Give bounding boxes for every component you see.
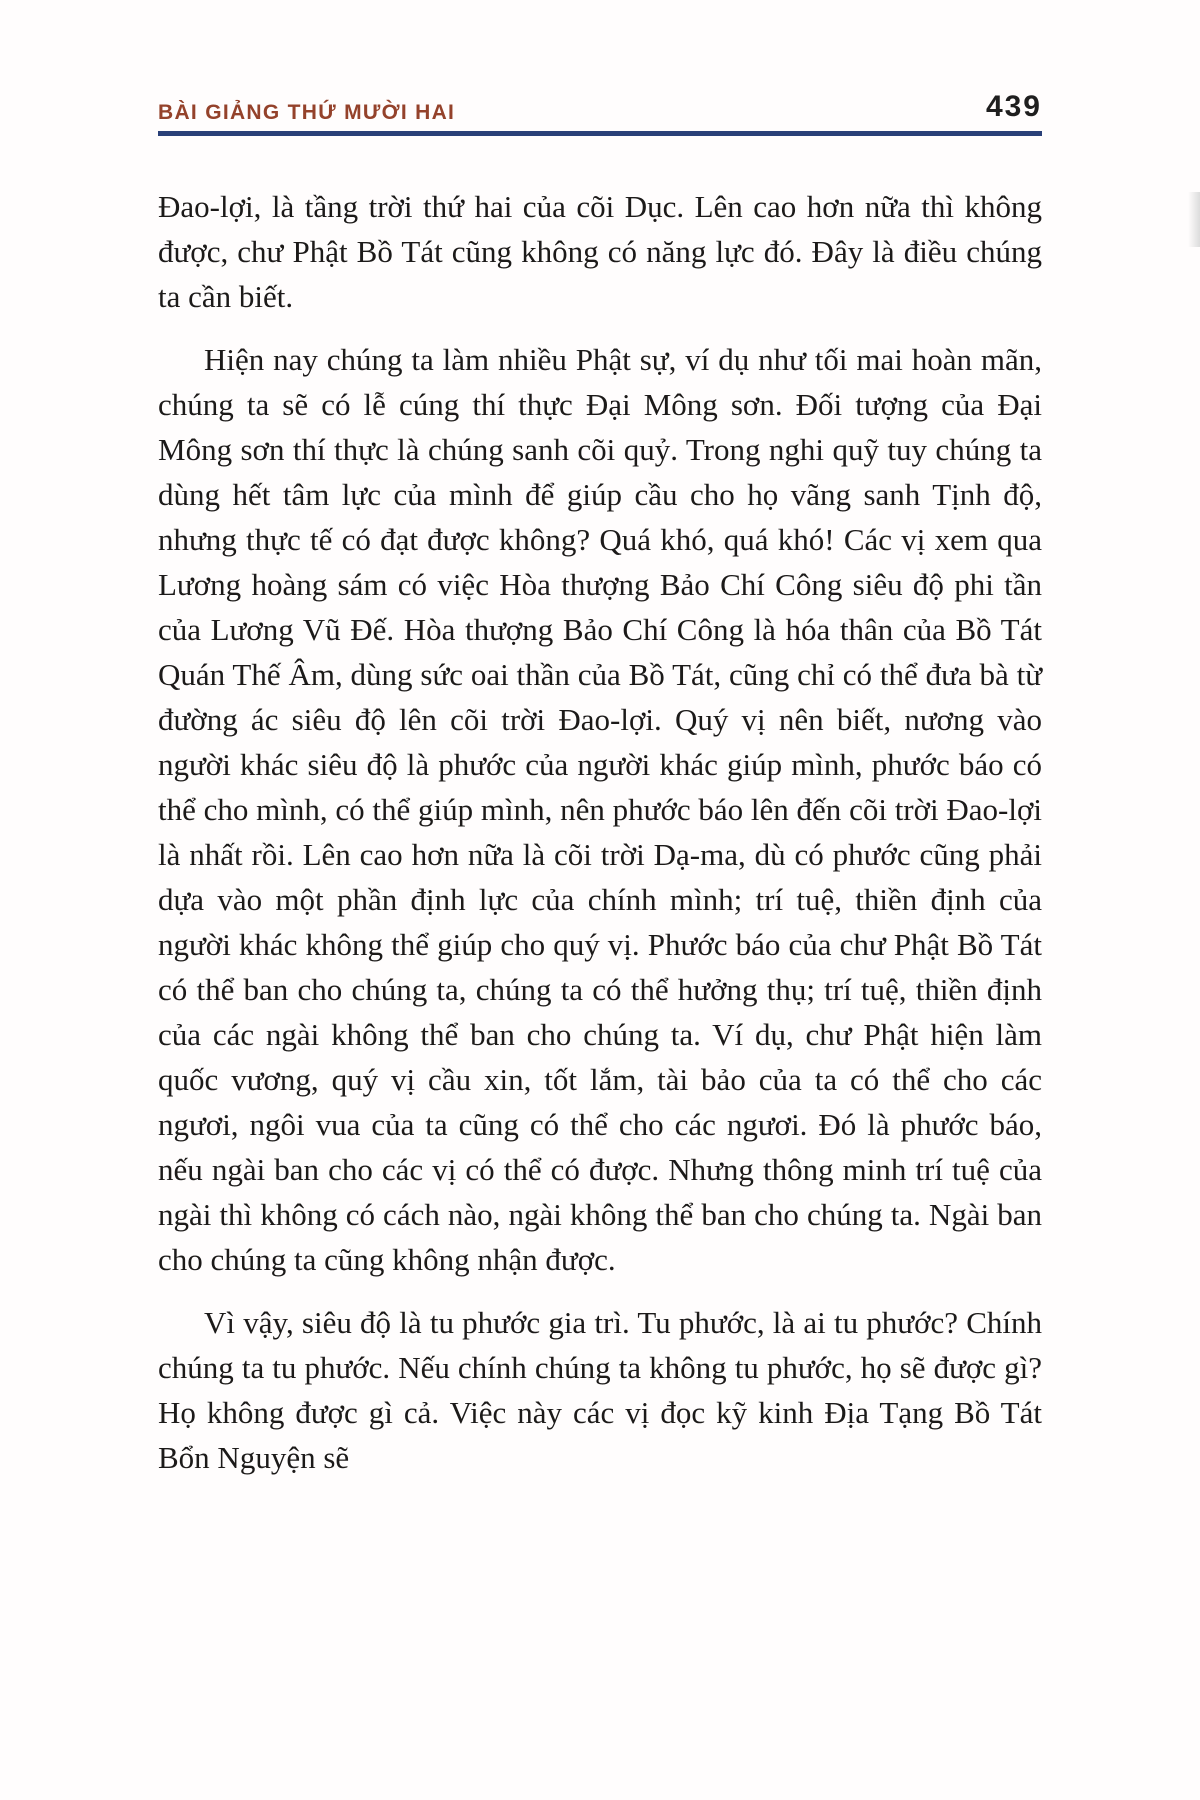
scan-edge-artifact [1188, 192, 1200, 247]
paragraph: Hiện nay chúng ta làm nhiều Phật sự, ví dụ như tối mai hoàn mãn, chúng ta sẽ có lễ cúng thí thực Đại Mông sơn. Đối tượng của Đại Mông sơn thí thực là chúng sanh cõi quỷ. Trong nghi quỹ tuy chúng ta dùng hết tâm lực của mình để giúp cầu cho họ vãng sanh Tịnh độ, nhưng thực tế có đạt được không? Quá khó, quá khó! Các vị xem qua Lương hoàng sám có việc Hòa thượng Bảo Chí Công siêu độ phi tần của Lương Vũ Đế. Hòa thượng Bảo Chí Công là hóa thân của Bồ Tát Quán Thế Âm, dùng sức oai thần của Bồ Tát, cũng chỉ có thể đưa bà từ đường ác siêu độ lên cõi trời Đao-lợi. Quý vị nên biết, nương vào người khác siêu độ là phước của người khác giúp mình, phước báo có thể cho mình, có thể giúp mình, nên phước báo lên đến cõi trời Đao-lợi là nhất rồi. Lên cao hơn nữa là cõi trời Dạ-ma, dù có phước cũng phải dựa vào một phần định lực của chính mình; trí tuệ, thiền định của người khác không thể giúp cho quý vị. Phước báo của chư Phật Bồ Tát có thể ban cho chúng ta, chúng ta có thể hưởng thụ; trí tuệ, thiền định của các ngài không thể ban cho chúng ta. Ví dụ, chư Phật hiện làm quốc vương, quý vị cầu xin, tốt lắm, tài bảo của ta có thể cho các ngươi, ngôi vua của ta cũng có thể cho các ngươi. Đó là phước báo, nếu ngài ban cho các vị có thể có được. Nhưng thông minh trí tuệ của ngài thì không có cách nào, ngài không thể ban cho chúng ta. Ngài ban cho chúng ta cũng không nhận được. [158, 342, 1042, 1277]
running-header-chapter-title: BÀI GIẢNG THỨ MƯỜI HAI [158, 101, 456, 124]
paragraph: Vì vậy, siêu độ là tu phước gia trì. Tu phước, là ai tu phước? Chính chúng ta tu phước. Nếu chính chúng ta không tu phước, họ sẽ được gì? Họ không được gì cả. Việc này các vị đọc kỹ kinh Địa Tạng Bồ Tát Bổn Nguyện sẽ [158, 1305, 1042, 1475]
paragraph: Đao-lợi, là tầng trời thứ hai của cõi Dục. Lên cao hơn nữa thì không được, chư Phật Bồ Tát cũng không có năng lực đó. Đây là điều chúng ta cần biết. [158, 189, 1042, 314]
header-rule-divider [158, 131, 1042, 136]
page-number: 439 [985, 90, 1042, 123]
body-text [158, 184, 1042, 1480]
